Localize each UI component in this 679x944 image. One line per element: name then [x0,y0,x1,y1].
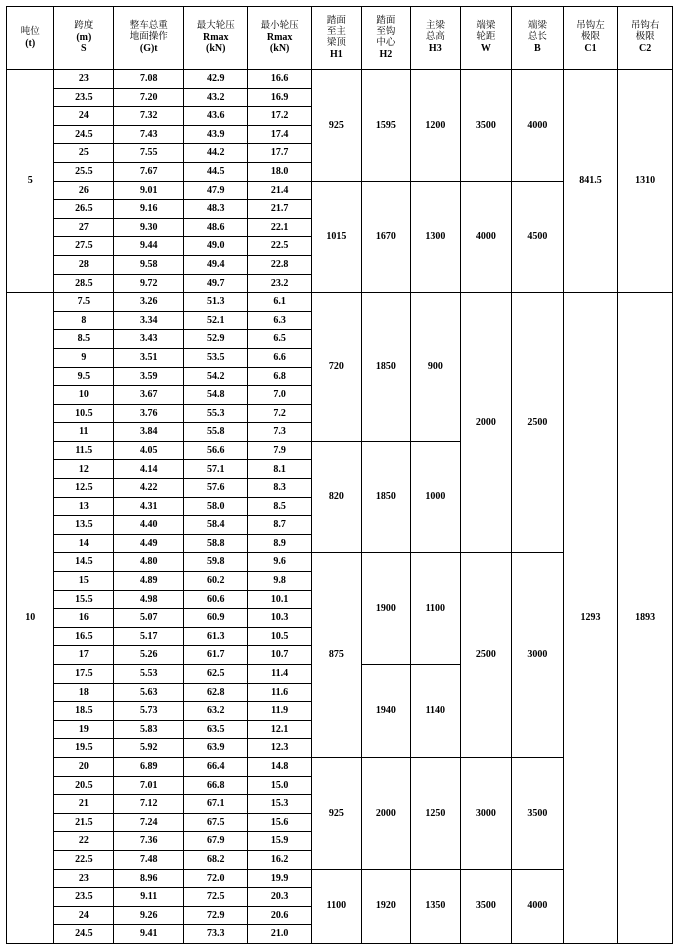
cell-total-weight: 3.34 [114,311,184,330]
cell-span: 18.5 [54,702,114,721]
cell-total-weight: 4.89 [114,572,184,591]
cell-span: 27 [54,218,114,237]
cell-span: 24 [54,906,114,925]
cell-hook-limit-right: 1310 [618,70,673,293]
cell-span: 23 [54,70,114,89]
cell-rmax-max: 67.5 [184,813,248,832]
cell-h2: 1670 [361,181,410,293]
header-label-cjk: 吊钩左 [576,20,605,32]
cell-wheel-gauge: 3000 [460,757,512,869]
cell-rmax-max: 42.9 [184,70,248,89]
cell-h2: 1900 [361,553,410,665]
cell-rmax-min: 16.9 [248,88,312,107]
cell-rmax-max: 58.4 [184,516,248,535]
cell-rmax-max: 61.3 [184,627,248,646]
cell-span: 12.5 [54,479,114,498]
cell-rmax-max: 56.6 [184,441,248,460]
cell-rmax-min: 9.6 [248,553,312,572]
cell-rmax-max: 48.6 [184,218,248,237]
cell-rmax-max: 53.5 [184,348,248,367]
cell-span: 25 [54,144,114,163]
cell-h3: 1200 [411,70,460,182]
cell-total-weight: 9.11 [114,888,184,907]
cell-h3: 1100 [411,553,460,665]
header-cell-b [512,7,564,70]
cell-span: 17 [54,646,114,665]
header-label-symbol: C2 [639,43,652,55]
cell-span: 23.5 [54,888,114,907]
cell-rmax-min: 10.7 [248,646,312,665]
cell-total-weight: 9.16 [114,200,184,219]
header-label-symbol: (kN) [269,43,290,55]
header-label-cjk: 至主 [326,25,346,37]
header-label-symbol: (kN) [206,43,226,55]
cell-rmax-min: 21.4 [248,181,312,200]
cell-total-weight: 9.72 [114,274,184,293]
cell-rmax-min: 14.8 [248,757,312,776]
cell-total-weight: 7.24 [114,813,184,832]
cell-tonnage: 5 [7,70,54,293]
cell-rmax-max: 57.1 [184,460,248,479]
cell-rmax-min: 15.0 [248,776,312,795]
cell-rmax-max: 43.9 [184,125,248,144]
cell-rmax-max: 51.3 [184,293,248,312]
cell-rmax-min: 21.7 [248,200,312,219]
cell-total-weight: 5.83 [114,720,184,739]
cell-rmax-min: 17.4 [248,125,312,144]
cell-span: 9 [54,348,114,367]
cell-rmax-max: 66.8 [184,776,248,795]
header-cell-c1 [563,7,618,70]
cell-span: 15 [54,572,114,591]
header-label-cjk: 吊钩右 [630,20,660,32]
cell-rmax-max: 44.5 [184,162,248,181]
header-label-symbol: H3 [428,43,442,55]
cell-rmax-max: 61.7 [184,646,248,665]
cell-wheel-gauge: 2000 [460,293,512,553]
cell-rmax-min: 20.6 [248,906,312,925]
cell-total-weight: 5.53 [114,665,184,684]
header-cell-total_weight [114,7,184,70]
cell-rmax-max: 44.2 [184,144,248,163]
cell-rmax-min: 12.3 [248,739,312,758]
cell-span: 22.5 [54,850,114,869]
cell-span: 10 [54,386,114,405]
cell-rmax-max: 59.8 [184,553,248,572]
cell-rmax-min: 15.6 [248,813,312,832]
cell-rmax-min: 8.1 [248,460,312,479]
cell-total-weight: 7.55 [114,144,184,163]
header-label-cjk: 最大轮压 [196,20,235,32]
cell-h3: 1300 [411,181,460,293]
cell-h3: 1000 [411,441,460,553]
header-label-symbol: (t) [25,37,36,49]
cell-span: 8 [54,311,114,330]
cell-rmax-min: 8.9 [248,534,312,553]
cell-total-weight: 7.32 [114,107,184,126]
cell-rmax-max: 60.9 [184,609,248,628]
cell-span: 20 [54,757,114,776]
cell-end-beam-length: 3000 [512,553,564,758]
cell-total-weight: 3.26 [114,293,184,312]
cell-rmax-max: 57.6 [184,479,248,498]
cell-h3: 1350 [411,869,460,943]
cell-rmax-min: 23.2 [248,274,312,293]
cell-rmax-max: 49.0 [184,237,248,256]
header-cell-h2 [361,7,410,70]
cell-total-weight: 4.80 [114,553,184,572]
cell-total-weight: 5.73 [114,702,184,721]
cell-total-weight: 5.17 [114,627,184,646]
cell-total-weight: 5.63 [114,683,184,702]
cell-h2: 1940 [361,665,410,758]
cell-hook-limit-left: 1293 [563,293,618,944]
cell-total-weight: 7.43 [114,125,184,144]
table-row [7,293,673,312]
cell-span: 8.5 [54,330,114,349]
header-label-cjk: 梁顶 [326,36,346,48]
cell-end-beam-length: 3500 [512,757,564,869]
cell-span: 9.5 [54,367,114,386]
header-label-symbol: H2 [379,48,393,60]
cell-end-beam-length: 2500 [512,293,564,553]
cell-span: 11.5 [54,441,114,460]
cell-span: 10.5 [54,404,114,423]
cell-rmax-max: 54.2 [184,367,248,386]
cell-rmax-min: 11.9 [248,702,312,721]
cell-h2: 1850 [361,441,410,553]
header-label-cjk: 总长 [527,31,547,43]
cell-total-weight: 4.14 [114,460,184,479]
cell-end-beam-length: 4000 [512,869,564,943]
header-label-cjk: 整车总重 [129,20,168,32]
cell-rmax-min: 7.9 [248,441,312,460]
cell-h2: 1850 [361,293,410,442]
cell-span: 24.5 [54,925,114,944]
cell-h1: 720 [312,293,361,442]
cell-rmax-max: 73.3 [184,925,248,944]
cell-span: 16.5 [54,627,114,646]
cell-total-weight: 5.07 [114,609,184,628]
cell-span: 24 [54,107,114,126]
cell-rmax-max: 60.6 [184,590,248,609]
cell-rmax-min: 10.1 [248,590,312,609]
header-label-symbol: W [480,43,491,55]
cell-total-weight: 8.96 [114,869,184,888]
cell-span: 19.5 [54,739,114,758]
cell-rmax-min: 9.8 [248,572,312,591]
cell-span: 14 [54,534,114,553]
cell-total-weight: 4.49 [114,534,184,553]
cell-span: 26 [54,181,114,200]
cell-rmax-max: 63.2 [184,702,248,721]
cell-span: 16 [54,609,114,628]
cell-rmax-max: 52.1 [184,311,248,330]
cell-total-weight: 4.05 [114,441,184,460]
cell-span: 22 [54,832,114,851]
cell-total-weight: 5.92 [114,739,184,758]
cell-rmax-min: 17.2 [248,107,312,126]
cell-span: 28.5 [54,274,114,293]
header-cell-tonnage [7,7,54,70]
cell-rmax-max: 72.5 [184,888,248,907]
cell-tonnage: 10 [7,293,54,944]
cell-total-weight: 7.12 [114,795,184,814]
cell-rmax-min: 7.0 [248,386,312,405]
cell-rmax-min: 16.6 [248,70,312,89]
cell-total-weight: 4.31 [114,497,184,516]
cell-total-weight: 7.36 [114,832,184,851]
cell-span: 20.5 [54,776,114,795]
cell-span: 19 [54,720,114,739]
header-label-cjk: 总高 [425,31,445,43]
cell-total-weight: 3.84 [114,423,184,442]
header-label-cjk: 主梁 [425,20,445,32]
cell-total-weight: 7.20 [114,88,184,107]
cell-rmax-min: 15.9 [248,832,312,851]
cell-rmax-max: 72.0 [184,869,248,888]
cell-total-weight: 4.98 [114,590,184,609]
cell-rmax-min: 8.7 [248,516,312,535]
header-label-symbol: S [81,43,87,55]
cell-rmax-min: 19.9 [248,869,312,888]
header-cell-w [460,7,512,70]
header-row [7,7,673,70]
header-label-cjk: 至钩 [376,25,396,37]
header-cell-span [54,7,114,70]
cell-rmax-max: 43.6 [184,107,248,126]
cell-total-weight: 7.67 [114,162,184,181]
cell-span: 24.5 [54,125,114,144]
cell-rmax-max: 54.8 [184,386,248,405]
cell-total-weight: 3.51 [114,348,184,367]
table-row [7,70,673,89]
cell-total-weight: 3.67 [114,386,184,405]
cell-rmax-max: 43.2 [184,88,248,107]
header-label-cjk: 最小轮压 [260,20,299,32]
cell-total-weight: 5.26 [114,646,184,665]
cell-span: 17.5 [54,665,114,684]
cell-span: 13 [54,497,114,516]
crane-spec-table [6,6,673,944]
header-label-symbol: C1 [584,43,597,55]
cell-total-weight: 9.26 [114,906,184,925]
cell-rmax-min: 12.1 [248,720,312,739]
cell-rmax-max: 62.8 [184,683,248,702]
cell-rmax-min: 18.0 [248,162,312,181]
cell-rmax-max: 58.8 [184,534,248,553]
cell-span: 15.5 [54,590,114,609]
cell-total-weight: 3.59 [114,367,184,386]
header-label-symbol: Rmax [202,31,229,43]
cell-rmax-min: 10.5 [248,627,312,646]
cell-h1: 1015 [312,181,361,293]
cell-rmax-max: 63.9 [184,739,248,758]
cell-rmax-min: 7.2 [248,404,312,423]
cell-rmax-min: 21.0 [248,925,312,944]
cell-rmax-min: 10.3 [248,609,312,628]
cell-span: 18 [54,683,114,702]
cell-h3: 1140 [411,665,460,758]
header-cell-h1 [312,7,361,70]
cell-h1: 925 [312,70,361,182]
header-label-cjk: 跨度 [74,20,94,32]
header-label-cjk: 端梁 [527,20,547,32]
cell-total-weight: 3.43 [114,330,184,349]
header-cell-c2 [618,7,673,70]
cell-h2: 1920 [361,869,410,943]
cell-rmax-min: 8.5 [248,497,312,516]
cell-rmax-min: 11.6 [248,683,312,702]
header-label-symbol: Rmax [266,31,293,43]
cell-h1: 1100 [312,869,361,943]
cell-rmax-max: 72.9 [184,906,248,925]
cell-end-beam-length: 4000 [512,70,564,182]
header-label-symbol: (m) [76,31,92,43]
cell-hook-limit-left: 841.5 [563,70,618,293]
cell-total-weight: 7.48 [114,850,184,869]
cell-h2: 1595 [361,70,410,182]
cell-rmax-min: 6.3 [248,311,312,330]
cell-span: 7.5 [54,293,114,312]
cell-wheel-gauge: 4000 [460,181,512,293]
cell-rmax-max: 55.8 [184,423,248,442]
header-label-symbol: B [534,43,541,55]
cell-span: 11 [54,423,114,442]
cell-rmax-max: 66.4 [184,757,248,776]
cell-rmax-min: 6.1 [248,293,312,312]
cell-total-weight: 9.41 [114,925,184,944]
cell-rmax-max: 55.3 [184,404,248,423]
cell-end-beam-length: 4500 [512,181,564,293]
header-label-cjk: 踏面 [376,14,396,26]
cell-rmax-min: 17.7 [248,144,312,163]
cell-rmax-min: 22.1 [248,218,312,237]
cell-h2: 2000 [361,757,410,869]
cell-rmax-min: 22.8 [248,255,312,274]
cell-h1: 925 [312,757,361,869]
header-cell-rmax_big [184,7,248,70]
cell-rmax-max: 48.3 [184,200,248,219]
cell-h1: 820 [312,441,361,553]
cell-span: 28 [54,255,114,274]
cell-total-weight: 7.08 [114,70,184,89]
cell-rmax-max: 60.2 [184,572,248,591]
cell-total-weight: 4.22 [114,479,184,498]
header-label-cjk: 吨位 [20,25,40,37]
cell-rmax-min: 7.3 [248,423,312,442]
cell-span: 26.5 [54,200,114,219]
header-cell-rmax_small [248,7,312,70]
cell-total-weight: 9.44 [114,237,184,256]
cell-span: 23.5 [54,88,114,107]
cell-rmax-min: 6.5 [248,330,312,349]
cell-rmax-max: 49.4 [184,255,248,274]
cell-span: 13.5 [54,516,114,535]
cell-wheel-gauge: 3500 [460,869,512,943]
cell-rmax-max: 67.9 [184,832,248,851]
cell-h3: 1250 [411,757,460,869]
cell-h1: 875 [312,553,361,758]
header-label-cjk: 地面操作 [129,31,168,43]
cell-rmax-max: 63.5 [184,720,248,739]
cell-span: 25.5 [54,162,114,181]
cell-rmax-max: 62.5 [184,665,248,684]
header-label-cjk: 端梁 [476,20,496,32]
cell-h3: 900 [411,293,460,442]
cell-span: 21.5 [54,813,114,832]
cell-rmax-max: 58.0 [184,497,248,516]
cell-span: 23 [54,869,114,888]
cell-total-weight: 7.01 [114,776,184,795]
cell-span: 14.5 [54,553,114,572]
header-label-cjk: 踏面 [326,14,346,26]
cell-rmax-min: 6.6 [248,348,312,367]
cell-span: 27.5 [54,237,114,256]
cell-total-weight: 6.89 [114,757,184,776]
cell-total-weight: 9.58 [114,255,184,274]
cell-rmax-max: 49.7 [184,274,248,293]
header-label-symbol: H1 [329,48,343,60]
header-cell-h3 [411,7,460,70]
cell-wheel-gauge: 2500 [460,553,512,758]
cell-rmax-min: 8.3 [248,479,312,498]
header-label-cjk: 中心 [376,36,396,48]
header-label-cjk: 轮距 [476,31,496,43]
header-label-cjk: 极限 [635,31,655,43]
cell-total-weight: 4.40 [114,516,184,535]
cell-rmax-min: 16.2 [248,850,312,869]
header-label-cjk: 极限 [580,31,600,43]
cell-rmax-min: 22.5 [248,237,312,256]
cell-rmax-min: 6.8 [248,367,312,386]
table-header [7,7,673,70]
cell-rmax-min: 11.4 [248,665,312,684]
header-label-symbol: (G)t [139,43,158,55]
cell-rmax-min: 20.3 [248,888,312,907]
cell-rmax-max: 67.1 [184,795,248,814]
table-body [7,70,673,944]
cell-hook-limit-right: 1893 [618,293,673,944]
cell-total-weight: 3.76 [114,404,184,423]
cell-total-weight: 9.30 [114,218,184,237]
cell-rmax-min: 15.3 [248,795,312,814]
cell-rmax-max: 52.9 [184,330,248,349]
cell-span: 12 [54,460,114,479]
cell-rmax-max: 68.2 [184,850,248,869]
cell-span: 21 [54,795,114,814]
cell-wheel-gauge: 3500 [460,70,512,182]
cell-rmax-max: 47.9 [184,181,248,200]
cell-total-weight: 9.01 [114,181,184,200]
